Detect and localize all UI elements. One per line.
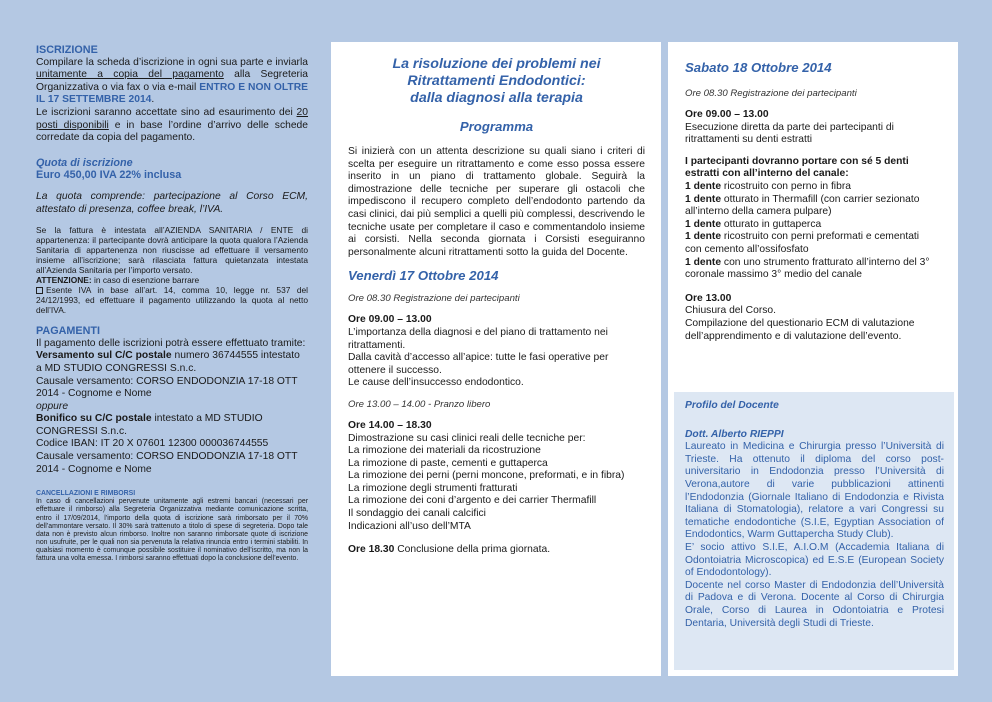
tooth-item: 1 dente ricostruito con perno in fibra [685,180,851,192]
venerdi-s2-intro: Dimostrazione su casi clinici reali delle tecniche per: [348,432,586,444]
sabato-bring-heading: I partecipanti dovranno portare con sé 5 denti estratti con all’interno del canale: [685,155,909,180]
course-title-line-3: dalla diagnosi alla terapia [410,90,583,106]
sabato-registrazione: Ore 08.30 Registrazione dei partecipanti [685,88,857,99]
venerdi-conclusione: Ore 18.30 Conclusione della prima giornata. [348,544,551,556]
quota-fattura-note: Se la fattura è intestata all’AZIENDA SANITARIA / ENTE di appartenenza: il partecipante dovrà anticipare la quota qualora l’Azienda Sanitaria di appartenenza non riuscisse ad effettuare il versamento insieme all’iscrizione; sarà rilasciata fattura quietanzata intestata all’Azienda Sanitaria per l’importo versato. [36,225,308,276]
venerdi-registrazione: Ore 08.30 Registrazione dei partecipanti [348,293,520,305]
venerdi-s2-line: La rimozione degli strumenti fratturati [348,482,518,494]
iscrizione-paragraph-2: Le iscrizioni saranno accettate sino ad esaurimento dei 20 posti disponibili e in base l’ordine d’arrivo delle schede corredate da copia del pagamento. [36,106,308,144]
pagamenti-oppure: oppure [36,400,69,412]
cancellazioni-text: In caso di cancellazioni pervenute unitamente agli estremi bancari (necessari per effettuare il rimborso) alla Segreteria Organizzativa mediante comunicazione scritta, entro il 17/09/2014, l’importo della quota di iscrizione sarà rimborsato per il 70% dell’ammontare versato. Il 30% sarà trattenuto a titolo di spese di segreteria. Dopo tale data non è previsto alcun rimborso. Inoltre non saranno rimborsate quote di iscrizione non usufruite, per le quali non sia pervenuta la relativa rinuncia entro i termini stabiliti. In qualsiasi momento è comunque possibile sostituire il nominativo dell’iscritto, ma non la fattura una volta emessa. I rimborsi saranno effettuati dopo la conclusione dell’evento. [36,498,308,562]
venerdi-s2-line: Indicazioni all’uso dell’MTA [348,520,471,532]
sabato-session-1-text: Esecuzione diretta da parte dei partecipanti di ritrattamenti su denti estratti [685,121,894,146]
venerdi-s1-line: L’importanza della diagnosi e del piano di trattamento nei ritrattamenti. [348,326,608,351]
quota-comprende: La quota comprende: partecipazione al Corso ECM, attestato di presenza, coffee break, l’IVA. [36,190,308,215]
quota-amount: Euro 450,00 IVA 22% inclusa [36,169,182,182]
sabato-session-1-time: Ore 09.00 – 13.00 [685,109,769,120]
venerdi-s2-line: La rimozione dei coni d’argento e dei carrier Thermafill [348,495,597,507]
venerdi-session-2-time: Ore 14.00 – 18.30 [348,419,432,431]
pagamenti-iban: Codice IBAN: IT 20 X 07601 12300 000036744555 [36,438,269,450]
pagamenti-heading: PAGAMENTI [36,325,100,338]
sabato-session-2-time: Ore 13.00 [685,292,732,304]
quota-attenzione: ATTENZIONE: in caso di esenzione barrare [36,275,200,286]
sabato-heading: Sabato 18 Ottobre 2014 [685,60,832,75]
docente-name: Dott. Alberto RIEPPI [685,428,784,440]
course-intro: Si inizierà con un attenta descrizione su quali siano i criteri di scelta per eseguire un ritrattamento e come esso possa essere inserito in un piano di trattamento globale. Seguirà la dimostrazione delle tecniche per superare gli ostacoli che impediscono il recupero completo dell’endodonto partendo da casi clinici, dai più semplici a quelli più complessi, descrivendo le tecniche usate per completare il caso e commentandolo insieme ai corsisti. Nella seconda giornata i Corsisti eseguiranno personalmente alcuni ritrattamenti sotto la guida del Docente. [348,146,645,258]
sabato-chiusura: Chiusura del Corso. [685,305,776,317]
venerdi-heading: Venerdì 17 Ottobre 2014 [348,268,499,284]
venerdi-s2-line: La rimozione di paste, cementi e guttaperca [348,457,548,469]
venerdi-session-1-time: Ore 09.00 – 13.00 [348,314,432,326]
docente-profile-box [674,392,954,670]
iscrizione-paragraph-1: Compilare la scheda d’iscrizione in ogni sua parte e inviarla unitamente a copia del pagamento alla Segreteria Organizzativa o via fax o via e-mail ENTRO E NON OLTRE IL 17 SETTEMBRE 2014. [36,56,309,106]
venerdi-s1-line: Dalla cavità d’accesso all’apice: tutte le fasi operative per ottenere il successo. [348,352,609,376]
programma-heading: Programma [459,119,534,134]
pagamenti-causale-1: Causale versamento: CORSO ENDODONZIA 17-18 OTT 2014 - Cognome e Nome [36,375,298,400]
docente-bio-2: E’ socio attivo S.I.E, A.I.O.M (Accademia Italiana di Odontoiatria Microscopica) ed E.S.E (European Society of Endodontology). [685,541,944,579]
left-column [36,44,308,563]
sabato-compilazione: Compilazione del questionario ECM di valutazione dell’apprendimento e di valutazione dell’evento. [685,317,915,342]
course-title-line-2: Ritrattamenti Endodontici: [407,73,586,89]
course-title-line-1: La risoluzione dei problemi nei [392,56,601,72]
venerdi-pranzo: Ore 13.00 – 14.00 - Pranzo libero [348,398,491,410]
iscrizione-heading: ISCRIZIONE [36,44,98,56]
tooth-item: 1 dente otturato in Thermafill (con carrier sezionato all’interno della camera pulpare) [685,193,920,218]
checkbox-icon [36,287,43,294]
venerdi-s2-line: La rimozione dei materiali da ricostruzione [348,445,541,457]
venerdi-s2-line: Il sondaggio dei canali calcifici [348,508,486,520]
iscrizione-deadline: ENTRO E NON OLTRE IL 17 SETTEMBRE 2014 [36,81,309,106]
docente-bio: Laureato in Medicina e Chirurgia presso l’Università di Trieste. Ha ottenuto il diploma del corso post-universitario in Endodonzia presso l’Università di Verona,autore di varie pubblicazioni attinenti l’Endodonzia (Giornale Italiano di Endodonzia e Rivista Italiana di Stomatologia), relatore a vari Congressi su tematiche endodontiche (S.I.E, Egyptian Association of Endodontics, Warm Guttapercha Study Club). [685,441,944,541]
tooth-item: 1 dente ricostruito con perni preformati e cementati con cemento all’ossifosfato [685,231,920,255]
venerdi-s2-line: La rimozione dei perni (perni moncone, preformati, e in fibra) [348,470,625,482]
docente-heading: Profilo del Docente [685,400,779,411]
quota-heading: Quota di iscrizione [36,156,133,169]
pagamenti-causale-2: Causale versamento: CORSO ENDODONZIA 17-18 OTT 2014 - Cognome e Nome [36,451,298,475]
quota-esente-iva: Esente IVA in base all’art. 14, comma 10, legge nr. 537 del 24/12/1993, ed effettuare il pagamento utilizzando la quota al netto dell’IVA. [36,285,308,316]
cancellazioni-heading: CANCELLAZIONI E RIMBORSI [36,490,136,498]
middle-column [331,42,661,676]
docente-bio-3: Docente nel corso Master di Endodonzia dell’Università di Padova e di Verona. Docente al Corso di Chirurgia Orale, Corso di Laurea in Odontoiatria e Protesi Dentaria, Università degli Studi di Trieste. [685,579,944,629]
pagamenti-bonifico: Bonifico su C/C postale intestato a MD STUDIO CONGRESSI S.n.c. [36,413,263,437]
venerdi-s1-line: Le cause dell’insuccesso endodontico. [348,377,524,389]
pagamenti-cc: Versamento sul C/C postale numero 36744555 intestato a MD STUDIO CONGRESSI S.n.c. [36,350,300,374]
pagamenti-intro: Il pagamento delle iscrizioni potrà essere effettuato tramite: [36,337,306,349]
tooth-item: 1 dente con uno strumento fratturato all’interno del 3° coronale massimo 3° medio del canale [685,256,930,281]
tooth-item: 1 dente otturato in guttaperca [685,218,822,230]
right-column [668,42,958,676]
